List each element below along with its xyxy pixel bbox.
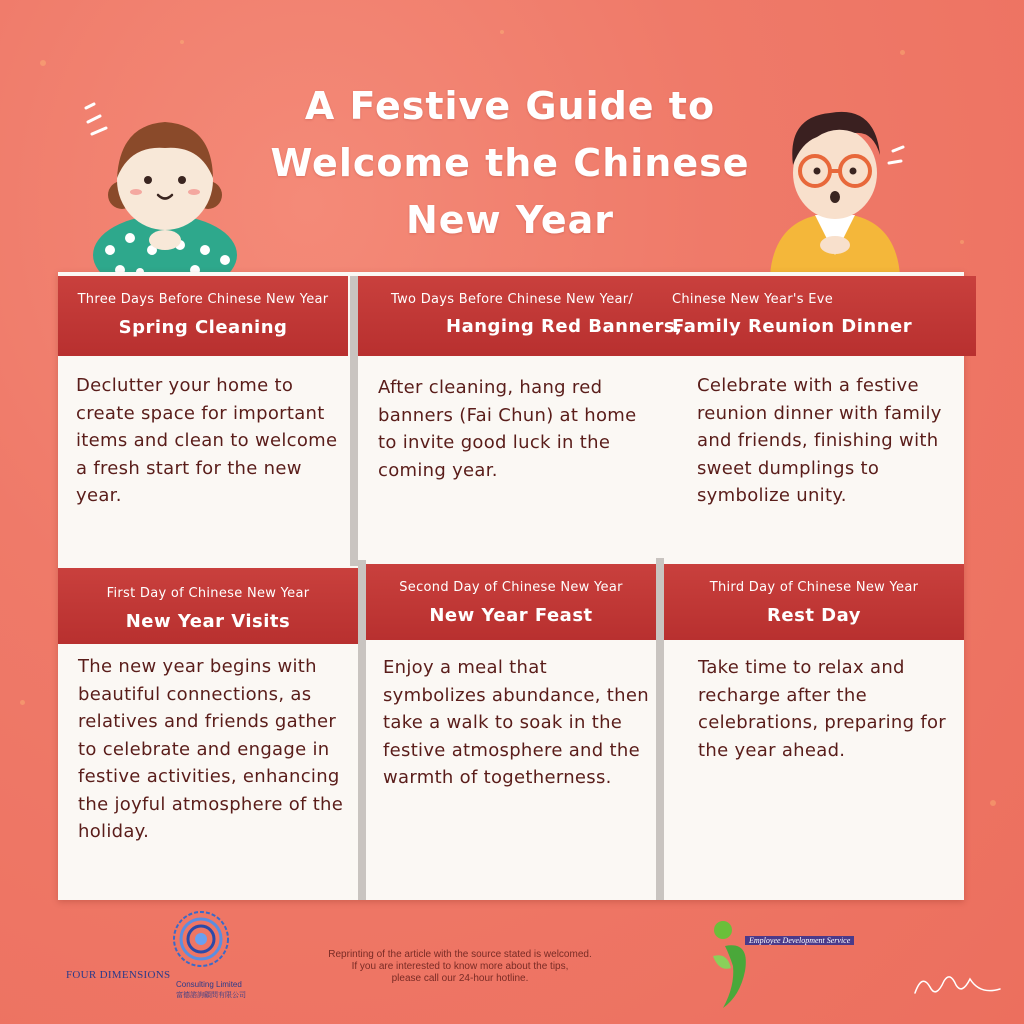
- eds-leaf-icon: [705, 916, 765, 1010]
- column-divider: [350, 276, 358, 566]
- title-line-2: Welcome the Chinese: [270, 141, 750, 185]
- column-divider: [358, 560, 366, 900]
- four-dimensions-subtitle: Consulting Limited: [176, 980, 242, 989]
- page-title: [230, 78, 790, 249]
- four-dimensions-chinese-name: 富德諮詢顧問有限公司: [176, 992, 246, 999]
- card-body-new-year-feast: Enjoy a meal that symbolizes abundance, then take a walk to soak in the festive atmosphere and the warmth of togetherness.: [383, 657, 649, 788]
- card-body-reunion-dinner: Celebrate with a festive reunion dinner with family and friends, finishing with sweet dumplings to symbolize unity.: [697, 375, 942, 506]
- card-subtitle-right: Chinese New Year's Eve: [672, 292, 834, 307]
- card-heading: Rest Day: [767, 605, 861, 626]
- column-divider: [656, 558, 664, 900]
- employee-development-service-logo: [705, 916, 875, 1010]
- reprint-note-line-3: please call our 24-hour hotline.: [391, 973, 529, 984]
- card-body-rest-day: Take time to relax and recharge after the celebrations, preparing for the year ahead.: [698, 657, 946, 761]
- card-header-two-days: [356, 276, 976, 356]
- card-subtitle: First Day of Chinese New Year: [106, 586, 310, 601]
- artist-signature-icon: [910, 965, 1005, 1005]
- reprint-note-line-1: Reprinting of the article with the source stated is welcomed.: [328, 949, 592, 960]
- reprint-note-line-2: If you are interested to know more about the tips,: [351, 961, 569, 972]
- card-subtitle: Third Day of Chinese New Year: [709, 580, 919, 595]
- four-dimensions-logo: [66, 908, 266, 998]
- card-body-red-banners: After cleaning, hang red banners (Fai Chun) at home to invite good luck in the coming year.: [378, 377, 637, 481]
- card-heading-left: Hanging Red Banners,: [446, 316, 683, 337]
- eds-name: Employee Development Service: [745, 936, 854, 945]
- card-subtitle: Second Day of Chinese New Year: [399, 580, 623, 595]
- title-line-3: New Year: [405, 198, 615, 242]
- card-heading: New Year Feast: [429, 605, 593, 626]
- title-line-1: A Festive Guide to: [304, 84, 716, 128]
- card-header-first-day: [58, 568, 358, 644]
- card-subtitle-left: Two Days Before Chinese New Year/: [391, 292, 634, 307]
- card-header-spring-cleaning: [58, 276, 348, 356]
- card-body-new-year-visits: The new year begins with beautiful connections, as relatives and friends gather to celebrate and engage in festive activities, enhancing the joyful atmosphere of the holiday.: [78, 656, 344, 842]
- boy-character-illustration: [765, 95, 905, 275]
- reprint-note: [300, 949, 620, 985]
- card-heading-right: Family Reunion Dinner: [672, 316, 913, 337]
- four-dimensions-name: FOUR DIMENSIONS: [66, 969, 171, 981]
- four-dimensions-emblem-icon: [172, 910, 230, 968]
- card-heading: New Year Visits: [125, 611, 291, 632]
- card-body-spring-cleaning: Declutter your home to create space for important items and clean to welcome a fresh start for the new year.: [76, 375, 338, 506]
- card-heading: Spring Cleaning: [118, 317, 288, 338]
- girl-character-illustration: [80, 100, 250, 280]
- card-header-third-day: [664, 564, 964, 640]
- card-header-second-day: [366, 564, 656, 640]
- card-subtitle: Three Days Before Chinese New Year: [77, 292, 329, 307]
